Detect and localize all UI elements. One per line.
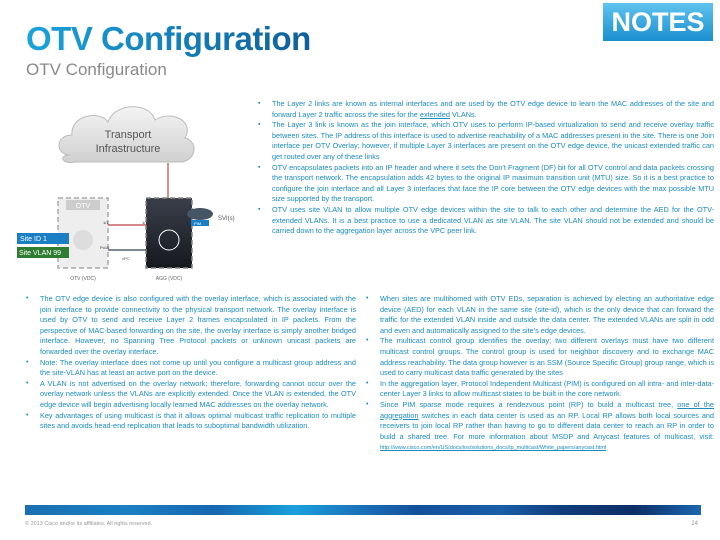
note-item: • Key advantages of using multicast is that it allows optimal multicast traffic replication to multiple sites and avoids head-end replication that leads to suboptimal bandwidth utilization. <box>24 411 356 432</box>
note-item: ▪ OTV encapsulates packets into an IP header and where it sets the Don't Fragment (DF) bit for all OTV control and data packets crossing the transport network. The encapsulation adds 42 bytes to the original IP maximum transition unit (MTU) size. So it is a best practice to configure the join interface and all Layer 3 interfaces that face the IP core between the OTV edge devices with the max possible MTU size supported by the transport. <box>256 163 714 205</box>
note-item: • Since PIM sparse mode requires a rendezvous point (RP) to build a multicast tree, one of the aggregation switches in each data center is used as an RP. Local RP allows both local sources and receivers to join local RP rather than having to go to different data center to reach an RP in order to build a shared tree. For more information about MSDP and Anycast features of multicast, visit: http://www.cisco.com/en/US/docs/ios/solutions_docs/ip_multicast/White_papers/anycast.html <box>364 400 714 454</box>
note-item: • The OTV edge device is also configured with the overlay interface, which is associated with the join interface to provide connectivity to the physical transport network. The overlay interface is used by OTV to send and receive Layer 2 frames encapsulated in IP packets. From the perspective of MAC-based forwarding on the site, the overlay interface is simply another bridged interface. However, no Spanning Tree Protocol packets or unknown unicast packets are forwarded over the overlay interface. <box>24 294 356 358</box>
vpc-label: vPC <box>122 256 130 261</box>
aggregation-link[interactable]: one of the aggregation <box>380 399 714 420</box>
bottom-right-notes <box>364 294 714 454</box>
join-port-label: 1/1 <box>103 220 109 225</box>
extended-link[interactable]: extended <box>419 109 450 119</box>
otv-topology-diagram <box>0 90 250 290</box>
site-vlan-text: Site VLAN 99 <box>19 250 62 257</box>
note-item: • Note: The overlay interface does not come up until you configure a multicast group address and the site-VLAN has at least an active port on the device. <box>24 358 356 379</box>
cloud-label: Infrastructure <box>95 143 161 155</box>
note-item: • The multicast control group identifies the overlay; two different overlays must have two different multicast control groups. The control group is used for neighbor discovery and to exchange MAC address reachability. The data group however is an SSM (Source Specific Group) group range, which is used to carry multicast data traffic generated by the sites <box>364 336 714 378</box>
pim-label: PIM <box>194 221 202 226</box>
note-item: • A VLAN is not advertised on the overlay network; therefore, forwarding cannot occur over the overlay network unless the VLANs are explicitly extended. Once the VLAN is extended, the OTV edge device will begin advertising locally learned MAC addresses on the overlay network. <box>24 379 356 411</box>
page-title: OTV Configuration <box>26 20 311 57</box>
page-subtitle: OTV Configuration <box>26 60 167 79</box>
note-item: ▪ OTV uses site VLAN to allow multiple OTV edge devices within the site to talk to each other and determine the AED for the OTV-extended VLANs. It is a best practice to use a dedicated VLAN as site VLAN. The site VLAN should not be extended and should be carried down to the aggregation layer across the VPC peer link. <box>256 205 714 237</box>
otv-vdc-caption: OTV (VDC) <box>70 276 96 282</box>
port-channel-label: Po10 <box>100 245 110 250</box>
anycast-url-link[interactable]: http://www.cisco.com/en/US/docs/ios/solutions_docs/ip_multicast/White_papers/anycast.html <box>380 445 607 452</box>
agg-vdc-box <box>146 198 192 268</box>
site-id-text: Site ID 1 <box>20 236 47 243</box>
copyright: © 2013 Cisco and/or its affiliates. All rights reserved. <box>25 521 153 527</box>
agg-vdc-caption: AGG (VDC) <box>155 276 183 282</box>
top-right-notes <box>256 99 714 237</box>
note-item: ▪ The Layer 2 links are known as internal interfaces and are used by the OTV edge device to learn the MAC addresses of the site and forward Layer 2 traffic across the sites for the extended VLANs. <box>256 99 714 120</box>
bottom-left-notes <box>24 294 356 432</box>
note-item: • In the aggregation layer, Protocol Independent Multicast (PIM) is configured on all intra- and inter-data-center Layer 3 links to allow multicast states to be built in the core network. <box>364 379 714 400</box>
router-icon <box>187 208 213 220</box>
agg-port-label: 1/1 <box>142 220 148 225</box>
note-item: • When sites are multihomed with OTV EDs, separation is achieved by electing an authoritative edge device (AED) for each VLAN in the same site (site-id), which is the only device that can forward the traffic for the extended VLAN inside and outside the data center. The extended VLANs are split in odd and even and automatically assigned to the site's edge devices. <box>364 294 714 336</box>
note-item: ▪ The Layer 3 link is known as the join interface, which OTV uses to perform IP-based virtualization to send and receive overlay traffic between sites. The IP address of this interface is used to advertise reachability of a MAC addresses present in the site. There is one Join interface per OTV Overlay; however, if multiple Layer 3 interfaces are present on the OTV edge device, the unicast extended traffic can get routed over any of these links <box>256 120 714 162</box>
notes-badge: NOTES <box>603 3 713 41</box>
otv-box-label: OTV <box>75 203 91 210</box>
svi-label: SVI(s) <box>218 216 235 222</box>
page-number: 24 <box>691 521 698 527</box>
cloud-label: Transport <box>104 129 152 141</box>
footer-band <box>25 505 701 515</box>
otv-switch-icon <box>73 230 93 250</box>
